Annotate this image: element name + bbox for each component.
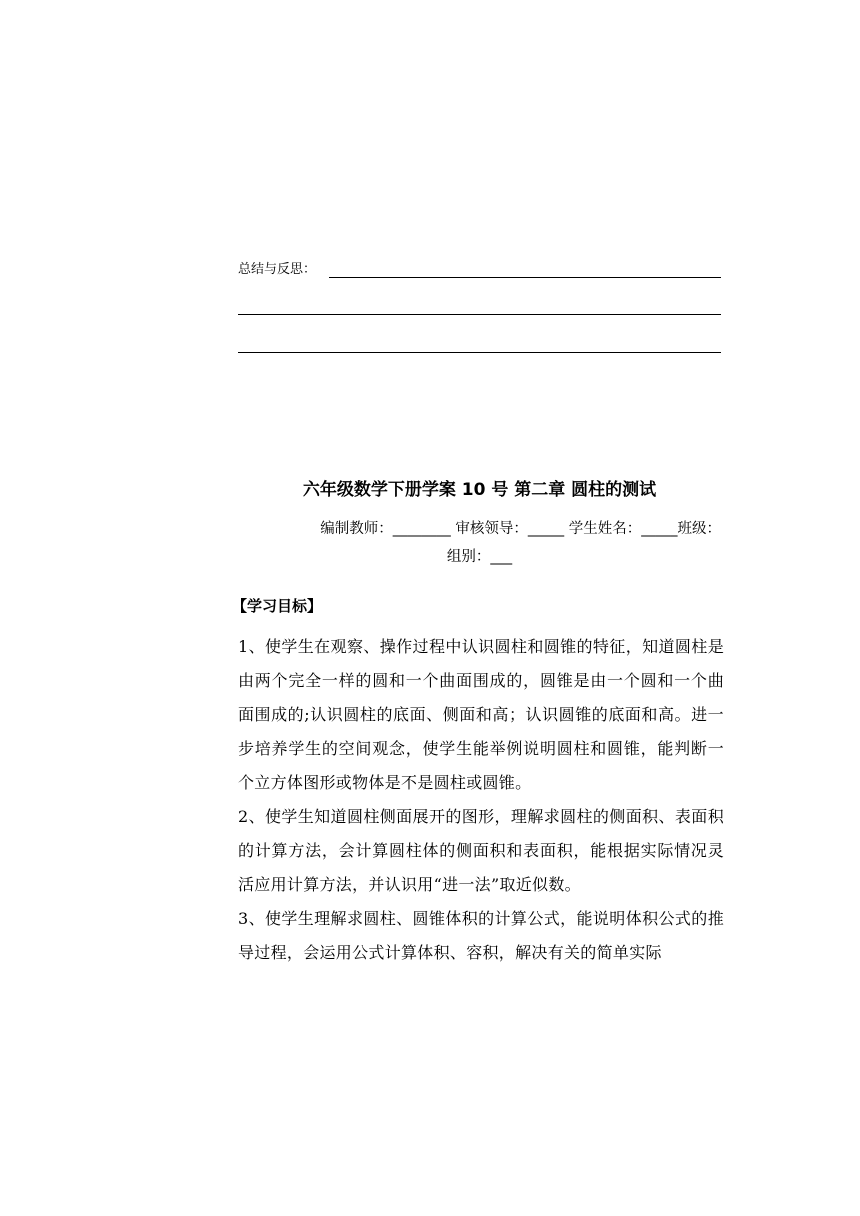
objective-paragraph-3: 3、使学生理解求圆柱、圆锥体积的计算公式，能说明体积公式的推导过程，会运用公式计算体积、容积，解决有关的简单实际 xyxy=(238,909,724,962)
objective-paragraph-2: 2、使学生知道圆柱侧面展开的图形，理解求圆柱的侧面积、表面积的计算方法，会计算圆柱体的侧面积和表面积，能根据实际情况灵活应用计算方法，并认识用“进一法”取近似数。 xyxy=(238,807,724,894)
summary-answer-line-3 xyxy=(238,352,721,353)
author-info-line: 编制教师：________ 审核领导：_____ 学生姓名：_____班级： xyxy=(320,521,721,537)
summary-answer-line-1 xyxy=(329,277,721,278)
group-info-line: 组别：___ xyxy=(446,549,513,565)
summary-answer-line-2 xyxy=(238,314,721,315)
summary-label: 总结与反思： xyxy=(238,262,317,277)
section-heading: 【学习目标】 xyxy=(232,597,323,615)
learning-objectives xyxy=(238,630,724,970)
page-title: 六年级数学下册学案 10 号 第二章 圆柱的测试 xyxy=(302,480,657,500)
objective-paragraph-1: 1、使学生在观察、操作过程中认识圆柱和圆锥的特征，知道圆柱是由两个完全一样的圆和一个曲面围成的，圆锥是由一个圆和一个曲面围成的;认识圆柱的底面、侧面和高；认识圆锥的底面和高。进一步培养学生的空间观念，使学生能举例说明圆柱和圆锥，能判断一个立方体图形或物体是不是圆柱或圆锥。 xyxy=(238,637,724,792)
